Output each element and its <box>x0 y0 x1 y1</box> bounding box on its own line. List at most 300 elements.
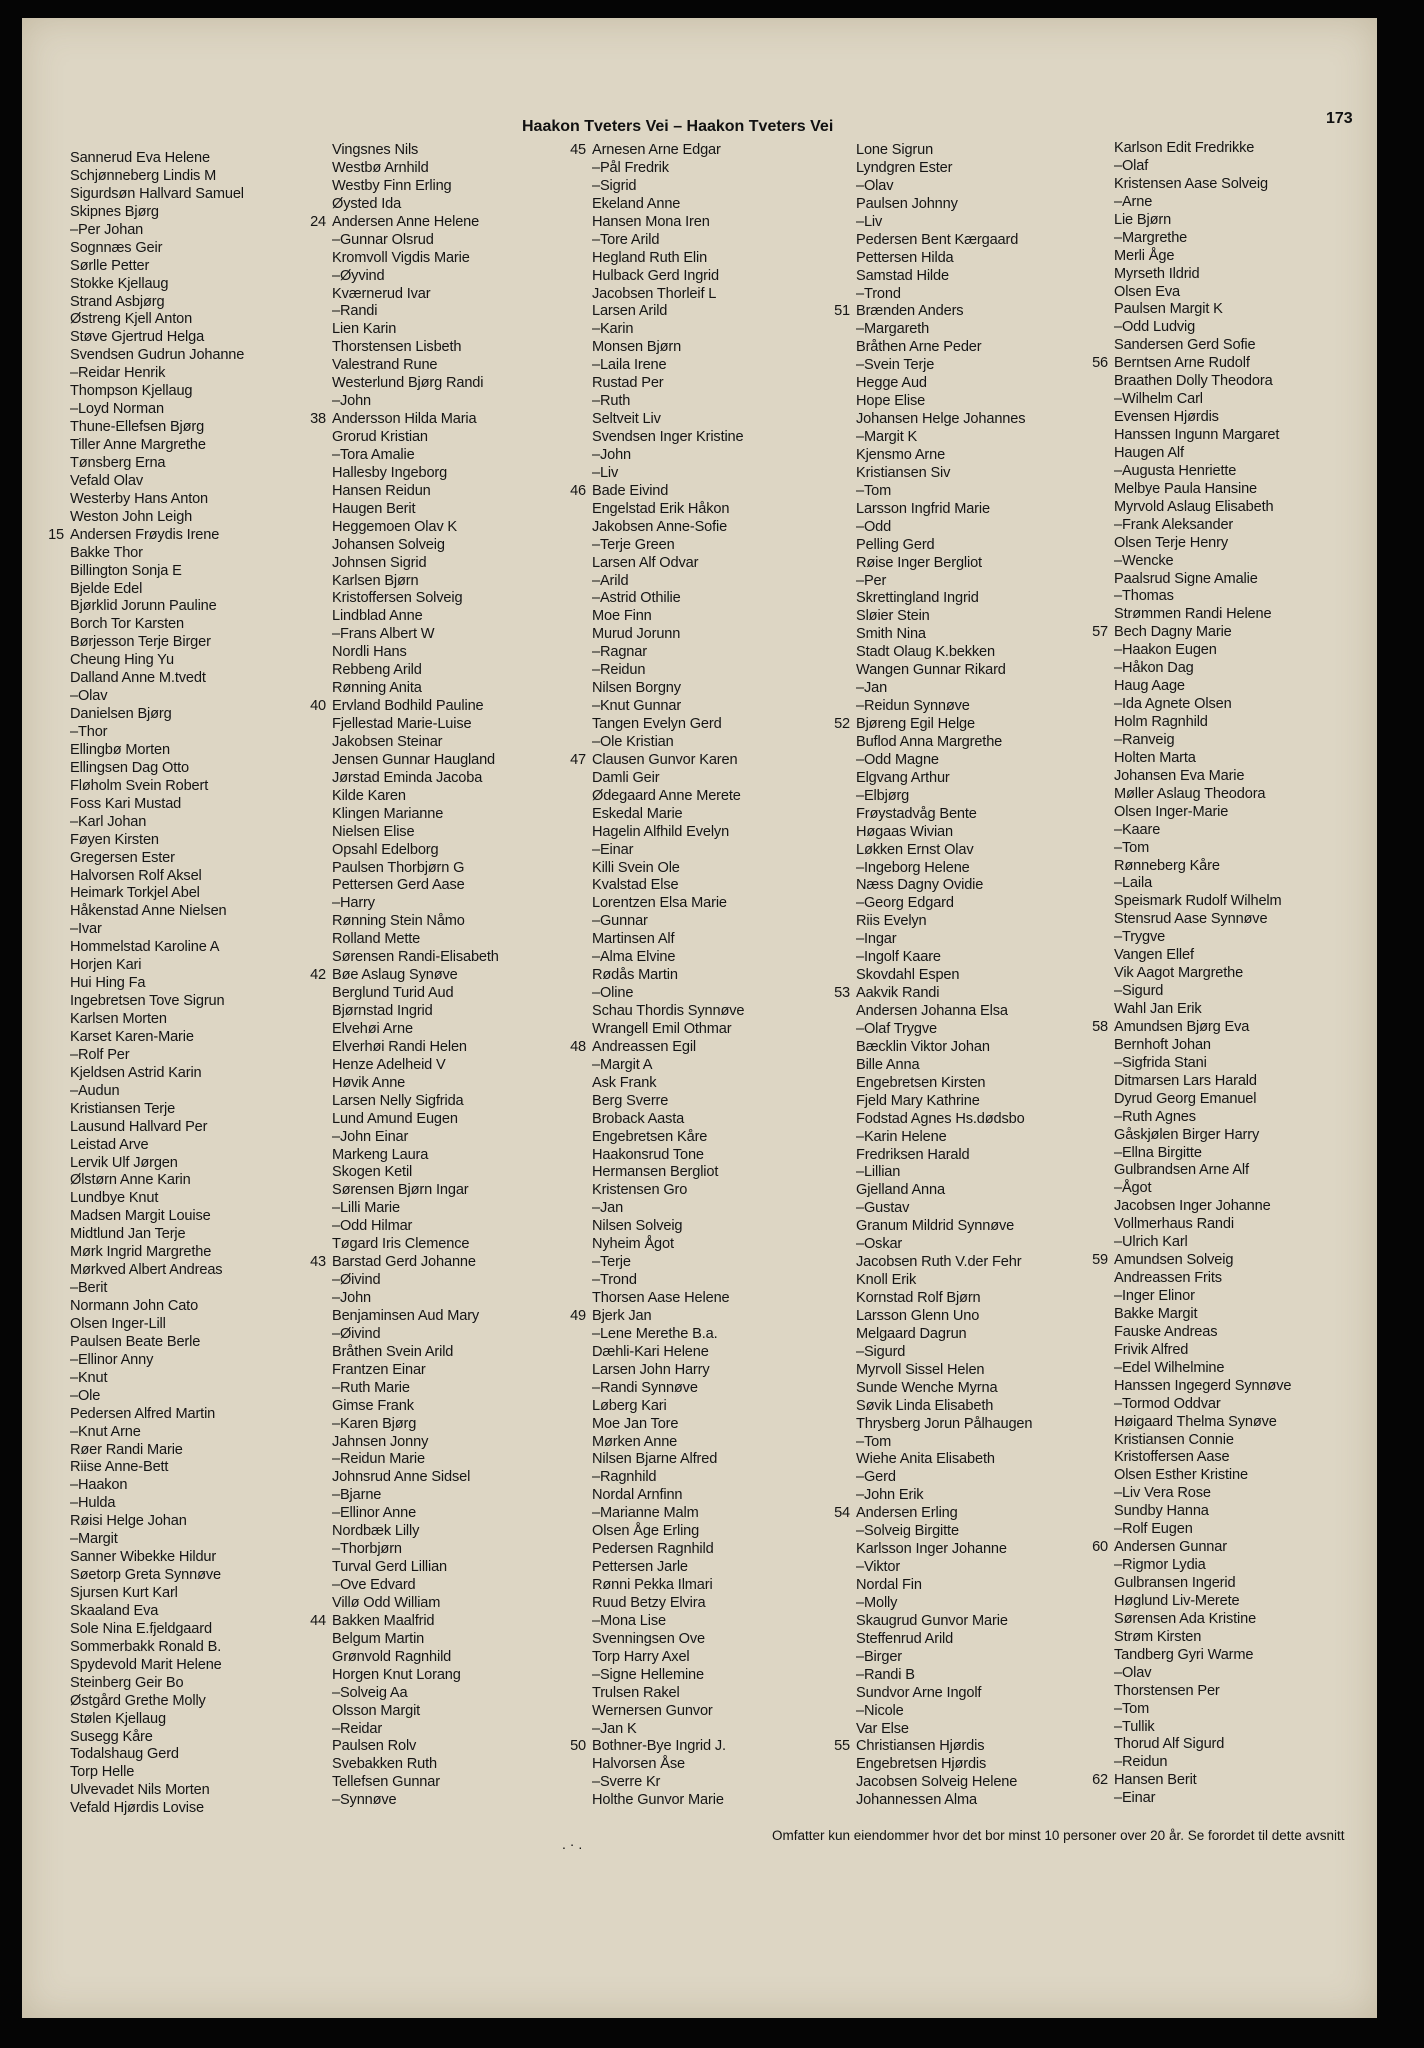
house-number: 47 <box>570 751 586 768</box>
resident-name: Ervland Bodhild Pauline <box>332 698 484 715</box>
directory-entry <box>332 752 592 770</box>
resident-name: –Ragnar <box>592 644 647 661</box>
resident-name: Andreassen Frits <box>1114 1270 1222 1287</box>
resident-name: Pettersen Gerd Aase <box>332 877 465 894</box>
directory-entry <box>332 1236 592 1254</box>
directory-entry <box>332 1398 592 1416</box>
directory-entry <box>70 724 330 742</box>
resident-name: –Ingeborg Helene <box>856 859 970 876</box>
resident-name: Hanssen Ingunn Margaret <box>1114 427 1280 443</box>
directory-entry <box>332 1523 592 1541</box>
directory-entry <box>70 311 330 329</box>
resident-name: –Randi <box>332 303 378 320</box>
resident-name: Thompson Kjellaug <box>70 383 193 400</box>
directory-entry <box>1114 212 1374 230</box>
directory-entry <box>856 895 1116 913</box>
resident-name: Støve Gjertrud Helga <box>70 329 205 346</box>
directory-entry <box>1114 1360 1374 1378</box>
resident-name: Dalland Anne M.tvedt <box>70 670 206 687</box>
directory-entry <box>332 1434 592 1452</box>
resident-name: –Laila <box>1114 875 1153 892</box>
house-number: 45 <box>570 142 586 158</box>
directory-entry <box>834 985 1116 1003</box>
directory-entry <box>1092 355 1374 373</box>
resident-name: Martinsen Alf <box>592 931 675 948</box>
resident-name: Fodstad Agnes Hs.dødsbo <box>856 1110 1025 1127</box>
directory-entry <box>1114 158 1374 176</box>
resident-name: Moe Jan Tore <box>592 1415 679 1432</box>
resident-name: Hommelstad Karoline A <box>70 939 220 956</box>
resident-name: –Olav <box>1114 1664 1152 1681</box>
resident-name: –Sverre Kr <box>592 1774 661 1791</box>
resident-name: Kristiansen Terje <box>70 1100 176 1117</box>
directory-entry <box>70 1800 330 1818</box>
resident-name: –Knut <box>70 1369 108 1386</box>
resident-name: –Sigurd <box>1114 983 1164 1000</box>
resident-name: Haakonsrud Tone <box>592 1146 704 1163</box>
resident-name: Westerby Hans Anton <box>70 490 209 507</box>
directory-entry <box>570 482 852 501</box>
resident-name: Høgaas Wivian <box>856 823 953 840</box>
directory-entry <box>856 1200 1116 1218</box>
directory-entry <box>1114 929 1374 947</box>
resident-name: Larsson Glenn Uno <box>856 1307 980 1324</box>
directory-entry <box>70 1262 330 1280</box>
resident-name: Engebretsen Kåre <box>592 1128 708 1145</box>
directory-entry <box>834 1505 1116 1523</box>
directory-entry <box>310 698 592 716</box>
house-number: 55 <box>834 1738 850 1755</box>
resident-name: Ditmarsen Lars Harald <box>1114 1072 1257 1089</box>
directory-entry <box>1092 1772 1374 1790</box>
directory-entry <box>592 1236 852 1254</box>
directory-entry <box>1114 463 1374 481</box>
directory-entry <box>70 491 330 509</box>
directory-entry <box>1114 1234 1374 1252</box>
directory-entry <box>70 1406 330 1424</box>
resident-name: –Oskar <box>856 1236 903 1253</box>
resident-name: –Berit <box>70 1280 108 1297</box>
resident-name: Danielsen Bjørg <box>70 706 172 723</box>
resident-name: Elvehøi Arne <box>332 1020 413 1037</box>
resident-name: Bråthen Arne Peder <box>856 339 982 356</box>
resident-name: Jahnsen Jonny <box>332 1433 429 1450</box>
directory-entry <box>592 1774 852 1792</box>
resident-name: Lorentzen Elsa Marie <box>592 895 727 912</box>
resident-name: Wernersen Gunvor <box>592 1702 713 1719</box>
directory-entry <box>856 842 1116 860</box>
directory-entry <box>70 957 330 975</box>
directory-entry <box>592 250 852 268</box>
directory-entry <box>1114 606 1374 624</box>
directory-entry <box>332 1738 592 1756</box>
directory-entry <box>856 967 1116 985</box>
resident-name: –Haakon Eugen <box>1114 642 1217 659</box>
house-number: 51 <box>834 303 850 320</box>
resident-name: –Margit A <box>592 1056 653 1073</box>
resident-name: Søetorp Greta Synnøve <box>70 1567 221 1584</box>
directory-entry <box>592 1721 852 1739</box>
resident-name: Amundsen Solveig <box>1114 1252 1234 1269</box>
directory-entry <box>70 1298 330 1316</box>
resident-name: Svendsen Inger Kristine <box>592 429 744 445</box>
directory-entry <box>856 1111 1116 1129</box>
resident-name: –Trygve <box>1114 929 1166 946</box>
resident-name: Heggemoen Olav K <box>332 518 457 535</box>
directory-entry <box>1114 1216 1374 1234</box>
directory-entry <box>592 842 852 860</box>
directory-entry <box>332 142 592 160</box>
resident-name: Tiller Anne Margrethe <box>70 437 206 453</box>
resident-name: –Tora Amalie <box>332 446 415 463</box>
resident-name: –Ruth Marie <box>332 1379 410 1396</box>
resident-name: Johannessen Alma <box>856 1792 977 1809</box>
resident-name: Svendsen Gudrun Johanne <box>70 347 245 364</box>
directory-entry <box>1114 1145 1374 1163</box>
directory-entry <box>70 634 330 652</box>
house-number: 53 <box>834 985 850 1002</box>
resident-name: Kristoffersen Aase <box>1114 1449 1230 1466</box>
directory-entry <box>1114 1683 1374 1701</box>
resident-name: Myrvold Aslaug Elisabeth <box>1114 498 1274 515</box>
directory-entry <box>592 1129 852 1147</box>
directory-entry <box>332 1326 592 1344</box>
directory-entry <box>592 1487 852 1505</box>
resident-name: Murud Jorunn <box>592 626 681 643</box>
directory-entry <box>70 1208 330 1226</box>
resident-name: –Ole Kristian <box>592 733 674 750</box>
resident-name: –Lillian <box>856 1164 901 1181</box>
directory-entry <box>332 985 592 1003</box>
resident-name: Wahl Jan Erik <box>1114 1001 1202 1017</box>
resident-name: Sandersen Gerd Sofie <box>1114 337 1256 354</box>
resident-name: Bakken Maalfrid <box>332 1612 435 1629</box>
directory-entry <box>1114 875 1374 893</box>
directory-entry <box>856 1451 1116 1469</box>
directory-entry <box>70 1603 330 1621</box>
resident-name: Ekeland Anne <box>592 195 681 212</box>
directory-entry <box>70 1585 330 1603</box>
directory-entry <box>856 1523 1116 1541</box>
resident-name: Pedersen Bent Kærgaard <box>856 231 1019 248</box>
resident-name: –Tullik <box>1114 1718 1155 1735</box>
directory-entry <box>332 1147 592 1165</box>
resident-name: Lyndgren Ester <box>856 159 953 176</box>
directory-entry <box>1114 1270 1374 1288</box>
directory-entry <box>592 680 852 698</box>
resident-name: Westby Finn Erling <box>332 177 452 194</box>
directory-entry <box>592 375 852 393</box>
resident-name: Valestrand Rune <box>332 357 438 374</box>
directory-entry <box>1114 983 1374 1001</box>
directory-entry <box>1114 1754 1374 1772</box>
resident-name: –Molly <box>856 1594 898 1611</box>
directory-entry <box>1114 319 1374 337</box>
directory-entry <box>1114 1324 1374 1342</box>
directory-entry <box>592 1218 852 1236</box>
directory-entry <box>592 1792 852 1810</box>
directory-entry <box>332 734 592 752</box>
resident-name: Wangen Gunnar Rikard <box>856 662 1006 679</box>
resident-name: Speismark Rudolf Wilhelm <box>1114 893 1282 910</box>
house-number: 49 <box>570 1307 586 1324</box>
directory-entry <box>332 196 592 214</box>
resident-name: –Rolf Per <box>70 1046 130 1063</box>
stray-marks: . · . <box>562 1836 583 1852</box>
directory-entry <box>70 1083 330 1101</box>
resident-name: Hallesby Ingeborg <box>332 464 448 481</box>
directory-entry <box>1114 804 1374 822</box>
house-number: 38 <box>310 411 326 428</box>
resident-name: –Frank Aleksander <box>1114 516 1234 533</box>
directory-entry <box>856 286 1116 304</box>
directory-entry <box>592 519 852 537</box>
directory-entry <box>332 1756 592 1774</box>
directory-entry <box>592 824 852 842</box>
directory-entry <box>332 1469 592 1487</box>
directory-entry <box>332 1649 592 1667</box>
directory-entry <box>592 860 852 878</box>
directory-entry <box>1114 1467 1374 1485</box>
resident-name: –Tore Arild <box>592 231 660 248</box>
resident-name: –Solveig Aa <box>332 1684 408 1701</box>
column-1 <box>48 150 330 1818</box>
resident-name: Bech Dagny Marie <box>1114 624 1232 641</box>
resident-name: Sunde Wenche Myrna <box>856 1379 998 1396</box>
resident-name: Gulbrandsen Arne Alf <box>1114 1162 1249 1179</box>
directory-entry <box>856 537 1116 555</box>
directory-entry <box>70 1477 330 1495</box>
resident-name: –Wilhelm Carl <box>1114 391 1203 408</box>
resident-name: Sannerud Eva Helene <box>70 150 210 166</box>
resident-name: –Astrid Othilie <box>592 590 681 607</box>
resident-name: Hansen Berit <box>1114 1772 1197 1789</box>
resident-name: Andersen Johanna Elsa <box>856 1003 1008 1019</box>
resident-name: –Randi B <box>856 1666 915 1683</box>
directory-entry <box>856 1057 1116 1075</box>
resident-name: –Ranveig <box>1114 731 1175 748</box>
resident-name: –Reidun <box>1114 1754 1168 1771</box>
directory-entry <box>70 921 330 939</box>
resident-name: Bakke Margit <box>1114 1305 1198 1322</box>
resident-name: –Ove Edvard <box>332 1577 416 1593</box>
resident-name: Kristensen Aase Solveig <box>1114 175 1268 192</box>
directory-entry <box>332 1792 592 1810</box>
directory-entry <box>592 1254 852 1272</box>
resident-name: –Margit K <box>856 429 918 445</box>
directory-entry <box>856 160 1116 178</box>
directory-entry <box>1092 624 1374 642</box>
resident-name: –Reidar Henrik <box>70 365 166 382</box>
house-number: 52 <box>834 716 850 732</box>
directory-entry <box>70 1280 330 1298</box>
resident-name: Sundvor Arne Ingolf <box>856 1684 982 1701</box>
resident-name: –Tormod Oddvar <box>1114 1395 1221 1412</box>
directory-entry <box>1114 786 1374 804</box>
resident-name: Gjelland Anna <box>856 1182 945 1199</box>
directory-entry <box>834 1738 1116 1756</box>
directory-entry <box>70 1190 330 1208</box>
resident-name: Susegg Kåre <box>70 1728 153 1745</box>
resident-name: Christiansen Hjørdis <box>856 1738 985 1755</box>
resident-name: Kvalstad Else <box>592 877 679 894</box>
resident-name: Søvik Linda Elisabeth <box>856 1397 994 1414</box>
directory-entry <box>332 788 592 806</box>
resident-name: –Thorbjørn <box>332 1541 402 1558</box>
directory-entry <box>332 626 592 644</box>
directory-entry <box>856 1774 1116 1792</box>
resident-name: –Jan <box>856 680 888 697</box>
resident-name: Vik Aagot Margrethe <box>1114 965 1244 982</box>
resident-name: Kristoffersen Solveig <box>332 590 463 607</box>
resident-name: Grønvold Ragnhild <box>332 1648 452 1665</box>
directory-entry <box>332 1039 592 1057</box>
resident-name: Nordbæk Lilly <box>332 1523 420 1540</box>
resident-name: Tellefsen Gunnar <box>332 1774 440 1791</box>
directory-entry <box>332 1541 592 1559</box>
resident-name: Samstad Hilde <box>856 267 949 284</box>
resident-name: Holten Marta <box>1114 749 1196 766</box>
resident-name: Kilde Karen <box>332 787 406 804</box>
resident-name: Skipnes Bjørg <box>70 203 159 220</box>
directory-entry <box>1092 1539 1374 1557</box>
directory-entry <box>70 276 330 294</box>
resident-name: Melbye Paula Hansine <box>1114 480 1258 497</box>
directory-entry <box>592 303 852 321</box>
resident-name: Sløier Stein <box>856 608 930 625</box>
resident-name: Benjaminsen Aud Mary <box>332 1307 480 1324</box>
resident-name: –Ragnhild <box>592 1469 657 1486</box>
resident-name: Fauske Andreas <box>1114 1323 1218 1340</box>
resident-name: –Jan K <box>592 1720 637 1737</box>
resident-name: Hulback Gerd Ingrid <box>592 267 719 284</box>
resident-name: Stadt Olaug K.bekken <box>856 644 995 661</box>
directory-entry <box>856 1577 1116 1595</box>
resident-name: –Ida Agnete Olsen <box>1114 696 1232 713</box>
resident-name: Skrettingland Ingrid <box>856 590 979 607</box>
directory-entry <box>332 770 592 788</box>
directory-entry <box>592 1272 852 1290</box>
resident-name: Jacobsen Solveig Helene <box>856 1774 1018 1791</box>
resident-name: –Tom <box>856 482 892 499</box>
resident-name: Villø Odd William <box>332 1594 441 1611</box>
directory-entry <box>70 222 330 240</box>
directory-entry <box>70 903 330 921</box>
resident-name: Smith Nina <box>856 626 926 643</box>
directory-entry <box>1114 678 1374 696</box>
directory-entry <box>332 716 592 734</box>
directory-entry <box>834 716 1116 734</box>
directory-entry <box>592 1505 852 1523</box>
resident-name: Rødås Martin <box>592 967 678 984</box>
directory-entry <box>592 1164 852 1182</box>
directory-entry <box>592 985 852 1003</box>
resident-name: Lund Amund Eugen <box>332 1110 458 1127</box>
resident-name: Engelstad Erik Håkon <box>592 500 730 517</box>
directory-entry <box>70 1226 330 1244</box>
directory-entry <box>592 1667 852 1685</box>
directory-entry <box>856 1236 1116 1254</box>
directory-entry <box>592 1577 852 1595</box>
resident-name: –Øyvind <box>332 267 385 284</box>
resident-name: –Tom <box>1114 1700 1150 1717</box>
resident-name: Olsson Margit <box>332 1702 421 1719</box>
resident-name: Nielsen Elise <box>332 823 415 840</box>
directory-entry <box>592 1326 852 1344</box>
directory-entry <box>310 967 592 985</box>
resident-name: Horgen Knut Lorang <box>332 1666 461 1683</box>
resident-name: Haug Aage <box>1114 678 1185 695</box>
resident-name: –Thor <box>70 724 108 740</box>
resident-name: Billington Sonja E <box>70 562 182 579</box>
resident-name: Høvik Anne <box>332 1074 406 1091</box>
resident-name: –Liv Vera Rose <box>1114 1485 1211 1502</box>
resident-name: Kjeldsen Astrid Karin <box>70 1064 202 1081</box>
directory-entry <box>1114 1198 1374 1216</box>
directory-entry <box>856 770 1116 788</box>
directory-entry <box>70 1495 330 1513</box>
resident-name: –Trond <box>592 1272 637 1289</box>
resident-name: Larsen Nelly Sigfrida <box>332 1092 464 1109</box>
directory-entry <box>856 1792 1116 1810</box>
directory-entry <box>70 1334 330 1352</box>
resident-name: Sørlle Petter <box>70 257 150 274</box>
directory-entry <box>856 1003 1116 1021</box>
directory-entry <box>592 1613 852 1631</box>
directory-entry <box>1114 1719 1374 1737</box>
resident-name: Grorud Kristian <box>332 429 428 445</box>
directory-entry <box>592 573 852 591</box>
resident-name: –Ingolf Kaare <box>856 949 941 966</box>
resident-name: –Solveig Birgitte <box>856 1523 959 1540</box>
directory-entry <box>1114 140 1374 158</box>
directory-entry <box>592 393 852 411</box>
resident-name: Engebretsen Hjørdis <box>856 1756 987 1773</box>
resident-name: Pedersen Alfred Martin <box>70 1405 216 1422</box>
directory-entry <box>1092 1252 1374 1270</box>
resident-name: Borch Tor Karsten <box>70 616 184 633</box>
page-number: 173 <box>1326 110 1353 127</box>
directory-entry <box>332 465 592 483</box>
resident-name: Henze Adelheid V <box>332 1056 446 1073</box>
resident-name: Vefald Hjørdis Lovise <box>70 1800 204 1817</box>
directory-entry <box>332 447 592 465</box>
resident-name: –Ivar <box>70 921 102 938</box>
column-2 <box>310 142 592 1810</box>
resident-name: Spydevold Marit Helene <box>70 1656 222 1673</box>
resident-name: Schau Thordis Synnøve <box>592 1003 745 1019</box>
directory-entry <box>70 1101 330 1119</box>
directory-entry <box>592 1434 852 1452</box>
directory-entry <box>1114 373 1374 391</box>
resident-name: –Terje <box>592 1254 631 1271</box>
resident-name: –Svein Terje <box>856 357 935 374</box>
directory-entry <box>856 698 1116 716</box>
resident-name: –Per <box>856 572 887 589</box>
resident-name: –Elbjørg <box>856 787 910 804</box>
page-header: Haakon Tveters Vei – Haakon Tveters Vei <box>522 118 834 135</box>
resident-name: Larsen Arild <box>592 303 668 320</box>
resident-name: –Ruth <box>592 393 631 410</box>
directory-entry <box>332 250 592 268</box>
resident-name: Westerlund Bjørg Randi <box>332 375 484 392</box>
directory-entry <box>1114 1037 1374 1055</box>
directory-entry <box>332 160 592 178</box>
resident-name: Johnsen Sigrid <box>332 554 427 571</box>
resident-name: Olsen Åge Erling <box>592 1523 700 1540</box>
resident-name: Nilsen Borgny <box>592 680 681 697</box>
resident-name: Frantzen Einar <box>332 1361 426 1378</box>
